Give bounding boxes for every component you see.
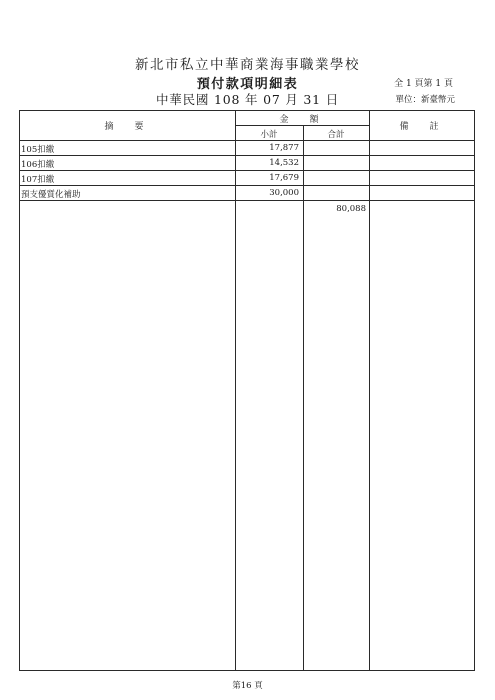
header-total: 合計 [327,130,345,140]
report-date: 中華民國 108 年 07 月 31 日 [155,92,339,107]
header-remarks: 備 註 [399,122,445,132]
prepayment-table [19,110,475,671]
row-description: 105扣繳 [21,145,55,155]
row-line-3 [19,185,475,186]
header-subtotal: 小計 [260,130,278,140]
grand-total: 80,088 [336,204,366,214]
document-title: 預付款項明細表 [196,77,299,92]
amount-sub-header-line [235,125,369,126]
row-line-2 [19,170,475,171]
col-line-total [369,110,370,671]
row-description: 107扣繳 [21,175,55,185]
row-description: 預支優質化補助 [21,190,81,200]
row-subtotal: 30,000 [269,188,299,198]
page-count: 全 1 頁第 1 頁 [394,79,453,89]
header-amount: 金 額 [279,115,325,125]
row-line-4 [19,200,475,201]
row-subtotal: 17,877 [269,143,299,153]
currency-unit: 單位：新臺幣元 [395,95,455,105]
row-subtotal: 17,679 [269,173,299,183]
header-summary: 摘 要 [104,122,150,132]
school-name: 新北市私立中華商業海事職業學校 [135,57,360,73]
row-subtotal: 14,532 [269,158,299,168]
header-bottom-line [19,140,475,141]
row-description: 106扣繳 [21,160,55,170]
page-number: 第16 頁 [232,681,263,691]
row-line-1 [19,155,475,156]
